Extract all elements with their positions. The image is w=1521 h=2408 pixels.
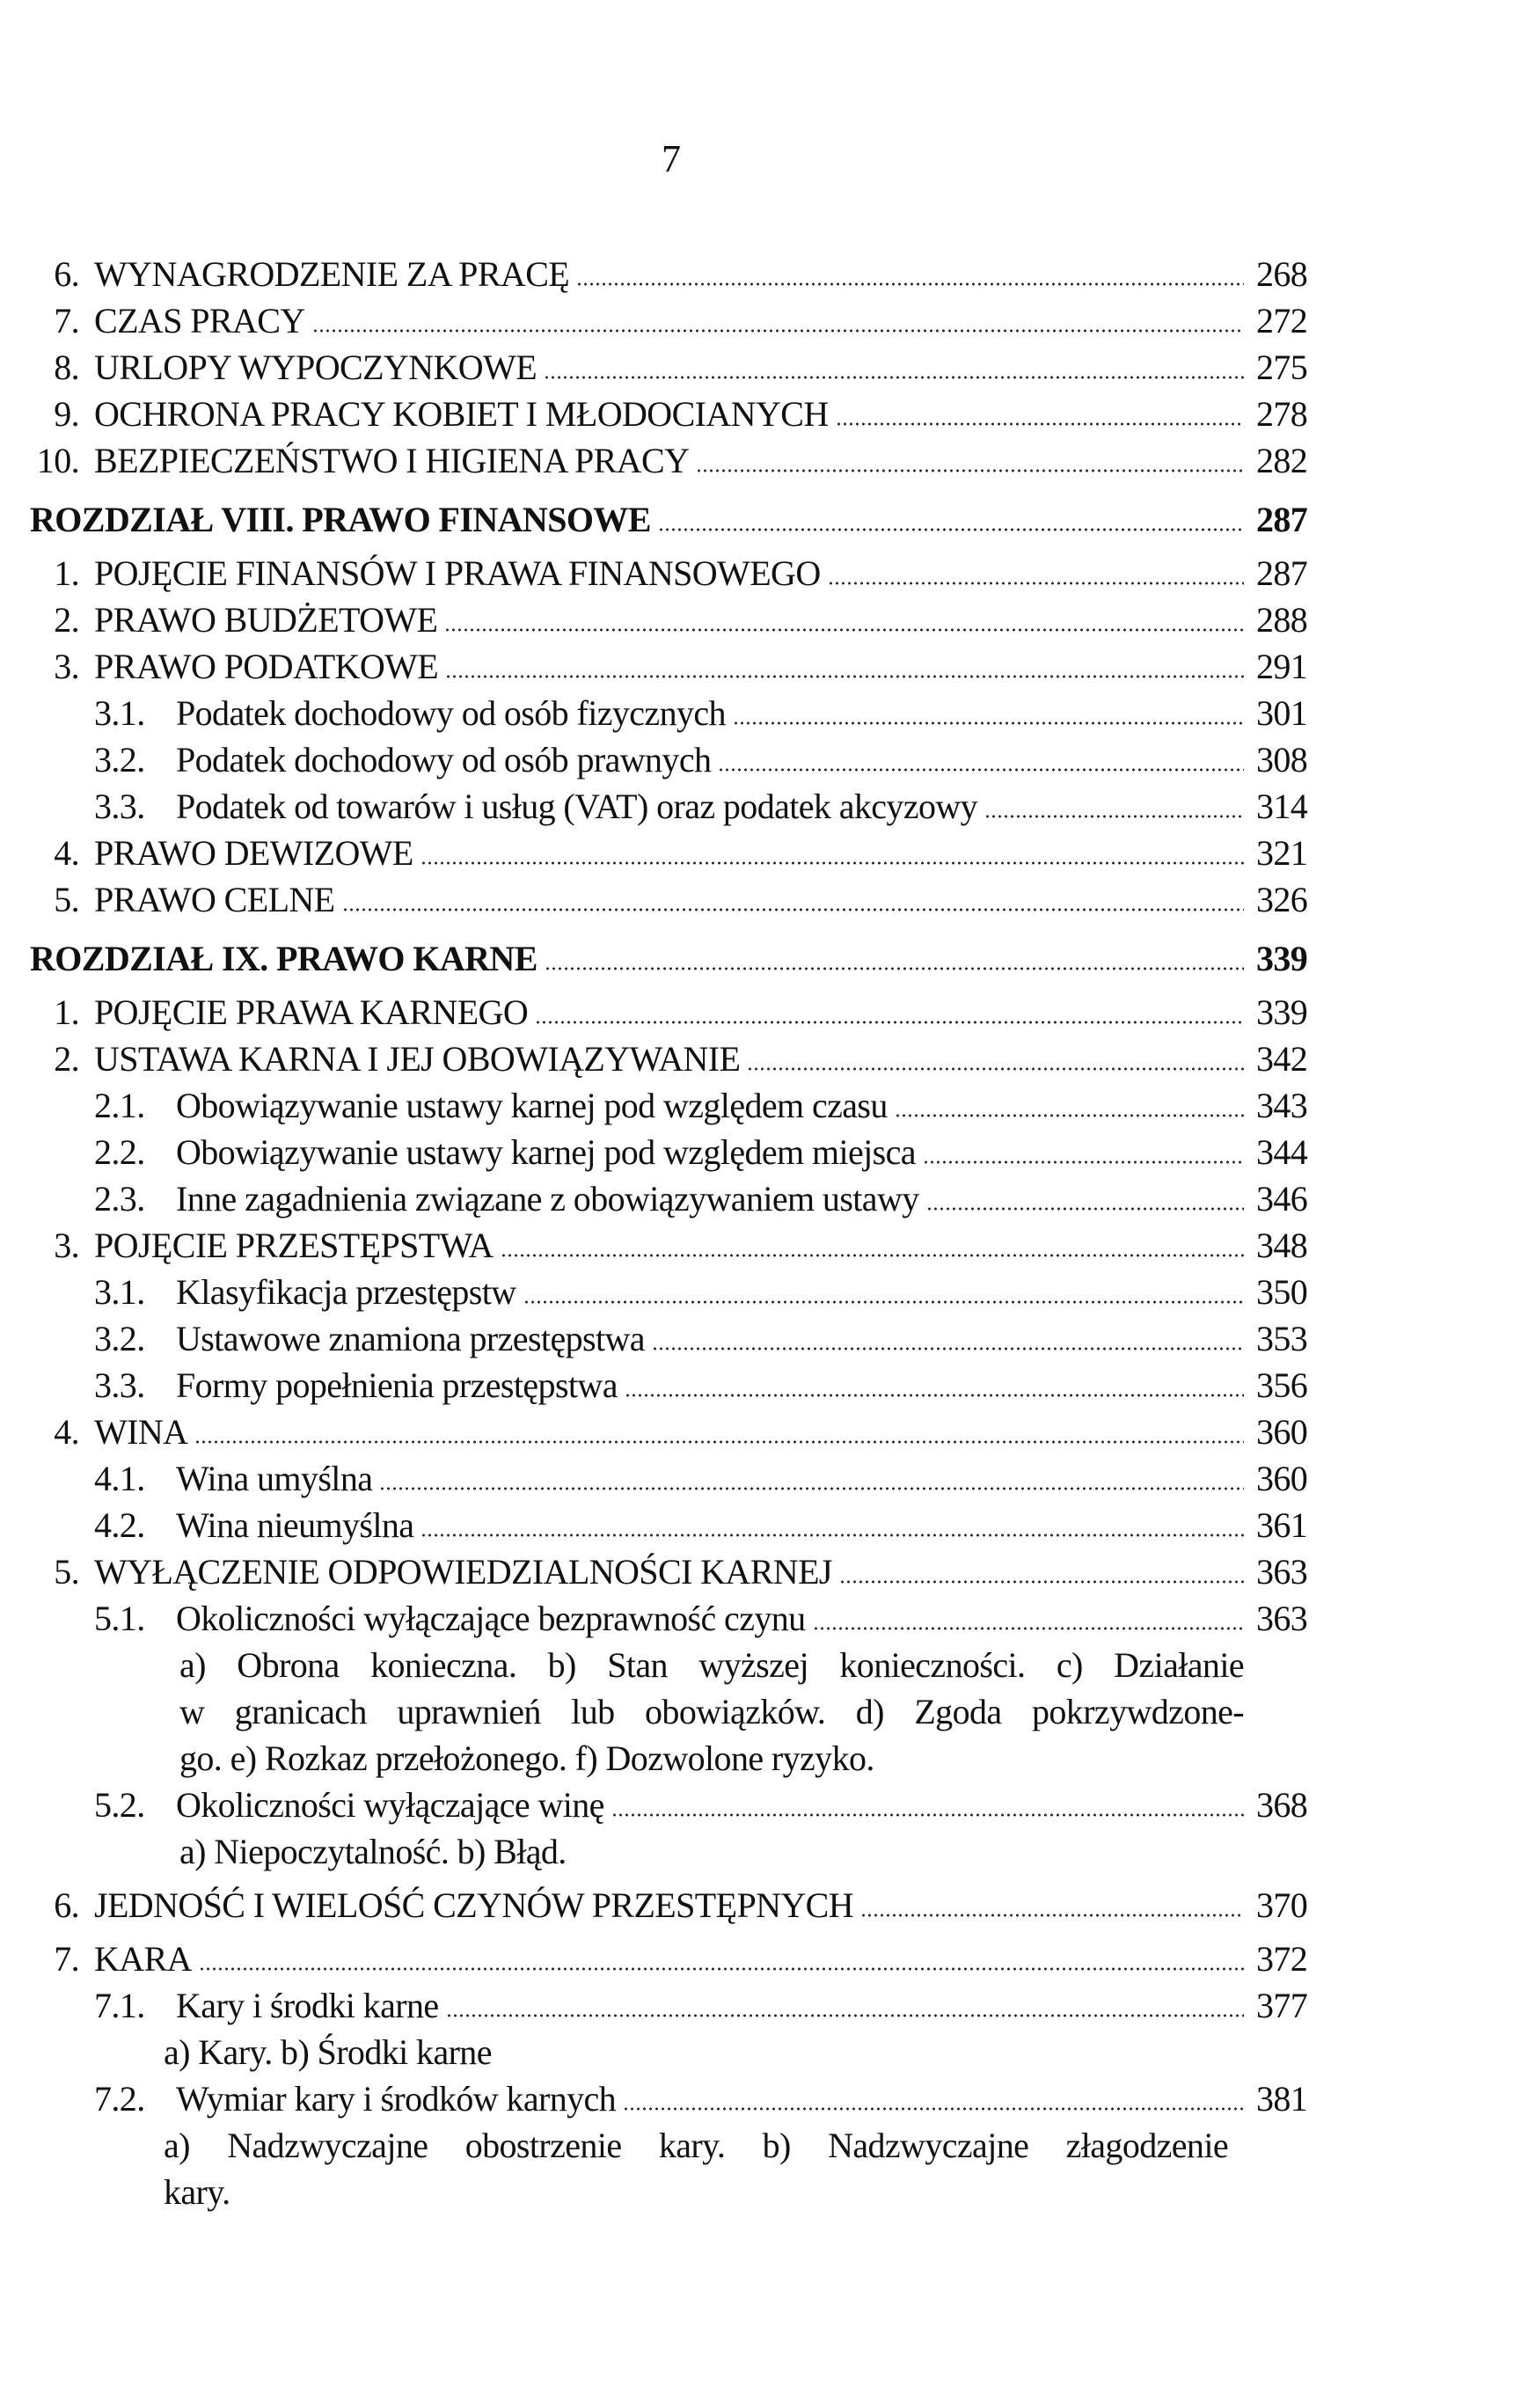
entry-page: 326 — [1256, 880, 1308, 919]
entry-title: Podatek dochodowy od osób prawnych — [176, 740, 712, 779]
entry-number: 3. — [54, 647, 79, 686]
dot-leader — [813, 1627, 1244, 1630]
toc-entry — [0, 989, 1521, 1036]
entry-title: PRAWO DEWIZOWE — [94, 833, 413, 873]
dot-leader — [895, 1114, 1244, 1117]
entry-number: 7. — [54, 1939, 79, 1979]
chapter-heading — [0, 935, 1521, 982]
entry-subtopics: kary. — [164, 2172, 230, 2212]
entry-title: POJĘCIE FINANSÓW I PRAWA FINANSOWEGO — [94, 553, 821, 593]
entry-page: 321 — [1256, 833, 1308, 873]
entry-title: Ustawowe znamiona przestępstwa — [176, 1319, 645, 1358]
entry-title: WYŁĄCZENIE ODPOWIEDZIALNOŚCI KARNEJ — [94, 1552, 832, 1592]
entry-page: 350 — [1256, 1272, 1308, 1312]
entry-number: 3.3. — [94, 787, 145, 826]
entry-page: 353 — [1256, 1319, 1308, 1358]
entry-number: 4.1. — [94, 1459, 145, 1498]
entry-title: Obowiązywanie ustawy karnej pod względem czasu — [176, 1086, 888, 1125]
toc-entry — [0, 1936, 1521, 1982]
entry-number: 6. — [54, 254, 79, 294]
toc-entry — [0, 1595, 1521, 1642]
dot-leader — [501, 1254, 1244, 1257]
entry-title: OCHRONA PRACY KOBIET I MŁODOCIANYCH — [94, 394, 829, 434]
dot-leader — [747, 1067, 1244, 1071]
entry-title: CZAS PRACY — [94, 301, 305, 340]
toc-entry — [0, 344, 1521, 391]
entry-subtopics: a) Obrona konieczna. b) Stan wyższej konieczności. c) Działanie — [179, 1645, 1244, 1685]
toc-entry — [0, 391, 1521, 437]
dot-leader — [611, 1813, 1244, 1817]
toc-entry — [0, 1882, 1521, 1929]
dot-leader — [545, 967, 1244, 970]
toc-entry — [0, 690, 1521, 736]
entry-page: 360 — [1256, 1459, 1308, 1498]
entry-number: 5. — [54, 880, 79, 919]
dot-leader — [420, 1533, 1244, 1537]
dot-leader — [923, 1160, 1244, 1164]
entry-number: 2. — [54, 600, 79, 640]
dot-leader — [839, 1580, 1244, 1584]
dot-leader — [860, 1914, 1244, 1917]
dot-leader — [445, 675, 1244, 678]
entry-page: 314 — [1256, 787, 1308, 826]
entry-number: 2. — [54, 1039, 79, 1079]
toc-entry — [0, 550, 1521, 597]
entry-subtopics: go. e) Rozkaz przełożonego. f) Dozwolone ryzyko. — [179, 1738, 874, 1778]
entry-title: Okoliczności wyłączające winę — [176, 1785, 604, 1825]
entry-number: 3.1. — [94, 693, 145, 733]
entry-subtopics: a) Kary. b) Środki karne — [164, 2032, 492, 2072]
entry-number: 5.2. — [94, 1785, 145, 1825]
dot-leader — [576, 282, 1244, 286]
toc-entry — [0, 1548, 1521, 1595]
entry-title: PRAWO PODATKOWE — [94, 647, 439, 686]
dot-leader — [194, 1440, 1244, 1444]
entry-title: PRAWO CELNE — [94, 880, 335, 919]
entry-number: 1. — [54, 553, 79, 593]
dot-leader — [652, 1347, 1244, 1350]
entry-page: 381 — [1256, 2079, 1308, 2119]
entry-page: 363 — [1256, 1552, 1308, 1592]
entry-page: 356 — [1256, 1365, 1308, 1405]
entry-number: 2.3. — [94, 1179, 145, 1219]
toc-entry — [0, 1455, 1521, 1502]
entry-page: 344 — [1256, 1132, 1308, 1172]
entry-page: 342 — [1256, 1039, 1308, 1079]
toc-entry — [0, 1129, 1521, 1175]
toc-entry — [0, 783, 1521, 830]
table-of-contents — [0, 251, 1521, 2215]
entry-title: ROZDZIAŁ IX. PRAWO KARNE — [30, 939, 537, 978]
entry-page: 346 — [1256, 1179, 1308, 1219]
toc-entry — [0, 1175, 1521, 1222]
dot-leader — [718, 768, 1244, 772]
entry-number: 3.3. — [94, 1365, 145, 1405]
toc-entry — [0, 1409, 1521, 1455]
entry-title: Podatek dochodowy od osób fizycznych — [176, 693, 726, 733]
dot-leader — [312, 329, 1244, 333]
entry-number: 9. — [54, 394, 79, 434]
toc-entry — [0, 1036, 1521, 1082]
toc-entry — [0, 1982, 1521, 2029]
entry-page: 291 — [1256, 647, 1308, 686]
page-number: 7 — [662, 137, 681, 180]
toc-entry — [0, 297, 1521, 344]
entry-page: 370 — [1256, 1885, 1308, 1925]
toc-entry — [0, 1315, 1521, 1362]
toc-entry — [0, 830, 1521, 876]
toc-entry — [0, 1082, 1521, 1129]
dot-leader — [523, 1300, 1244, 1304]
toc-entry — [0, 597, 1521, 643]
entry-title: Obowiązywanie ustawy karnej pod względem miejsca — [176, 1132, 916, 1172]
entry-title: PRAWO BUDŻETOWE — [94, 600, 438, 640]
entry-page: 361 — [1256, 1505, 1308, 1545]
dot-leader — [544, 376, 1244, 379]
entry-subtopics: a) Nadzwyczajne obostrzenie kary. b) Nadzwyczajne złagodzenie — [164, 2126, 1228, 2165]
entry-number: 3.1. — [94, 1272, 145, 1312]
entry-number: 4.2. — [94, 1505, 145, 1545]
toc-entry — [0, 2075, 1521, 2122]
dot-leader — [828, 582, 1244, 585]
entry-title: Wymiar kary i środków karnych — [176, 2079, 617, 2119]
entry-number: 2.1. — [94, 1086, 145, 1125]
dot-leader — [836, 422, 1244, 426]
dot-leader — [199, 1967, 1244, 1971]
entry-number: 3.2. — [94, 1319, 145, 1358]
entry-page: 282 — [1256, 441, 1308, 480]
dot-leader — [625, 1394, 1244, 1397]
toc-entry — [0, 1222, 1521, 1269]
dot-leader — [379, 1487, 1244, 1490]
entry-number: 4. — [54, 833, 79, 873]
entry-number: 3. — [54, 1226, 79, 1265]
entry-number: 6. — [54, 1885, 79, 1925]
entry-page: 363 — [1256, 1599, 1308, 1638]
toc-entry — [0, 1269, 1521, 1315]
entry-title: POJĘCIE PRZESTĘPSTWA — [94, 1226, 494, 1265]
entry-page: 275 — [1256, 348, 1308, 387]
entry-page: 272 — [1256, 301, 1308, 340]
entry-title: WINA — [94, 1412, 188, 1452]
entry-number: 5. — [54, 1552, 79, 1592]
entry-page: 308 — [1256, 740, 1308, 779]
entry-subtopics: w granicach uprawnień lub obowiązków. d) Zgoda pokrzywdzone- — [179, 1692, 1244, 1731]
dot-leader — [696, 469, 1244, 472]
dot-leader — [342, 908, 1244, 911]
toc-entry — [0, 1502, 1521, 1548]
toc-entry — [0, 876, 1521, 923]
entry-number: 7. — [54, 301, 79, 340]
entry-number: 3.2. — [94, 740, 145, 779]
chapter-heading — [0, 496, 1521, 543]
dot-leader — [623, 2107, 1244, 2111]
entry-title: Wina umyślna — [176, 1459, 373, 1498]
toc-entry — [0, 643, 1521, 690]
entry-number: 8. — [54, 348, 79, 387]
dot-leader — [984, 815, 1244, 818]
entry-title: WYNAGRODZENIE ZA PRACĘ — [94, 254, 570, 294]
entry-title: Podatek od towarów i usług (VAT) oraz podatek akcyzowy — [176, 787, 978, 826]
entry-number: 1. — [54, 992, 79, 1032]
entry-subtopics: a) Niepoczytalność. b) Błąd. — [179, 1832, 567, 1871]
dot-leader — [420, 861, 1244, 865]
entry-page: 287 — [1256, 500, 1308, 539]
entry-title: Formy popełnienia przestępstwa — [176, 1365, 618, 1405]
entry-title: Okoliczności wyłączające bezprawność czynu — [176, 1599, 806, 1638]
toc-entry — [0, 251, 1521, 297]
entry-title: Kary i środki karne — [176, 1986, 439, 2025]
toc-entry — [0, 1362, 1521, 1409]
entry-number: 5.1. — [94, 1599, 145, 1638]
entry-page: 339 — [1256, 992, 1308, 1032]
dot-leader — [535, 1021, 1244, 1024]
entry-title: URLOPY WYPOCZYNKOWE — [94, 348, 537, 387]
entry-number: 7.2. — [94, 2079, 145, 2119]
entry-page: 339 — [1256, 939, 1308, 978]
entry-page: 287 — [1256, 553, 1308, 593]
entry-page: 343 — [1256, 1086, 1308, 1125]
toc-entry — [0, 1782, 1521, 1828]
toc-entry — [0, 437, 1521, 484]
dot-leader — [926, 1207, 1244, 1211]
entry-title: ROZDZIAŁ VIII. PRAWO FINANSOWE — [30, 500, 651, 539]
entry-page: 268 — [1256, 254, 1308, 294]
entry-page: 348 — [1256, 1226, 1308, 1265]
entry-number: 10. — [36, 441, 79, 480]
entry-title: USTAWA KARNA I JEJ OBOWIĄZYWANIE — [94, 1039, 741, 1079]
dot-leader — [446, 2014, 1244, 2017]
entry-title: JEDNOŚĆ I WIELOŚĆ CZYNÓW PRZESTĘPNYCH — [94, 1885, 854, 1925]
dot-leader — [658, 528, 1244, 531]
entry-page: 301 — [1256, 693, 1308, 733]
entry-number: 2.2. — [94, 1132, 145, 1172]
entry-title: Wina nieumyślna — [176, 1505, 414, 1545]
entry-title: BEZPIECZEŃSTWO I HIGIENA PRACY — [94, 441, 690, 480]
entry-page: 368 — [1256, 1785, 1308, 1825]
entry-page: 377 — [1256, 1986, 1308, 2025]
dot-leader — [444, 628, 1244, 632]
entry-title: POJĘCIE PRAWA KARNEGO — [94, 992, 529, 1032]
entry-number: 7.1. — [94, 1986, 145, 2025]
entry-title: KARA — [94, 1939, 192, 1979]
entry-title: Klasyfikacja przestępstw — [176, 1272, 516, 1312]
entry-title: Inne zagadnienia związane z obowiązywaniem ustawy — [176, 1179, 919, 1219]
entry-page: 288 — [1256, 600, 1308, 640]
entry-page: 360 — [1256, 1412, 1308, 1452]
dot-leader — [733, 721, 1244, 725]
entry-page: 372 — [1256, 1939, 1308, 1979]
entry-page: 278 — [1256, 394, 1308, 434]
toc-entry — [0, 736, 1521, 783]
entry-number: 4. — [54, 1412, 79, 1452]
